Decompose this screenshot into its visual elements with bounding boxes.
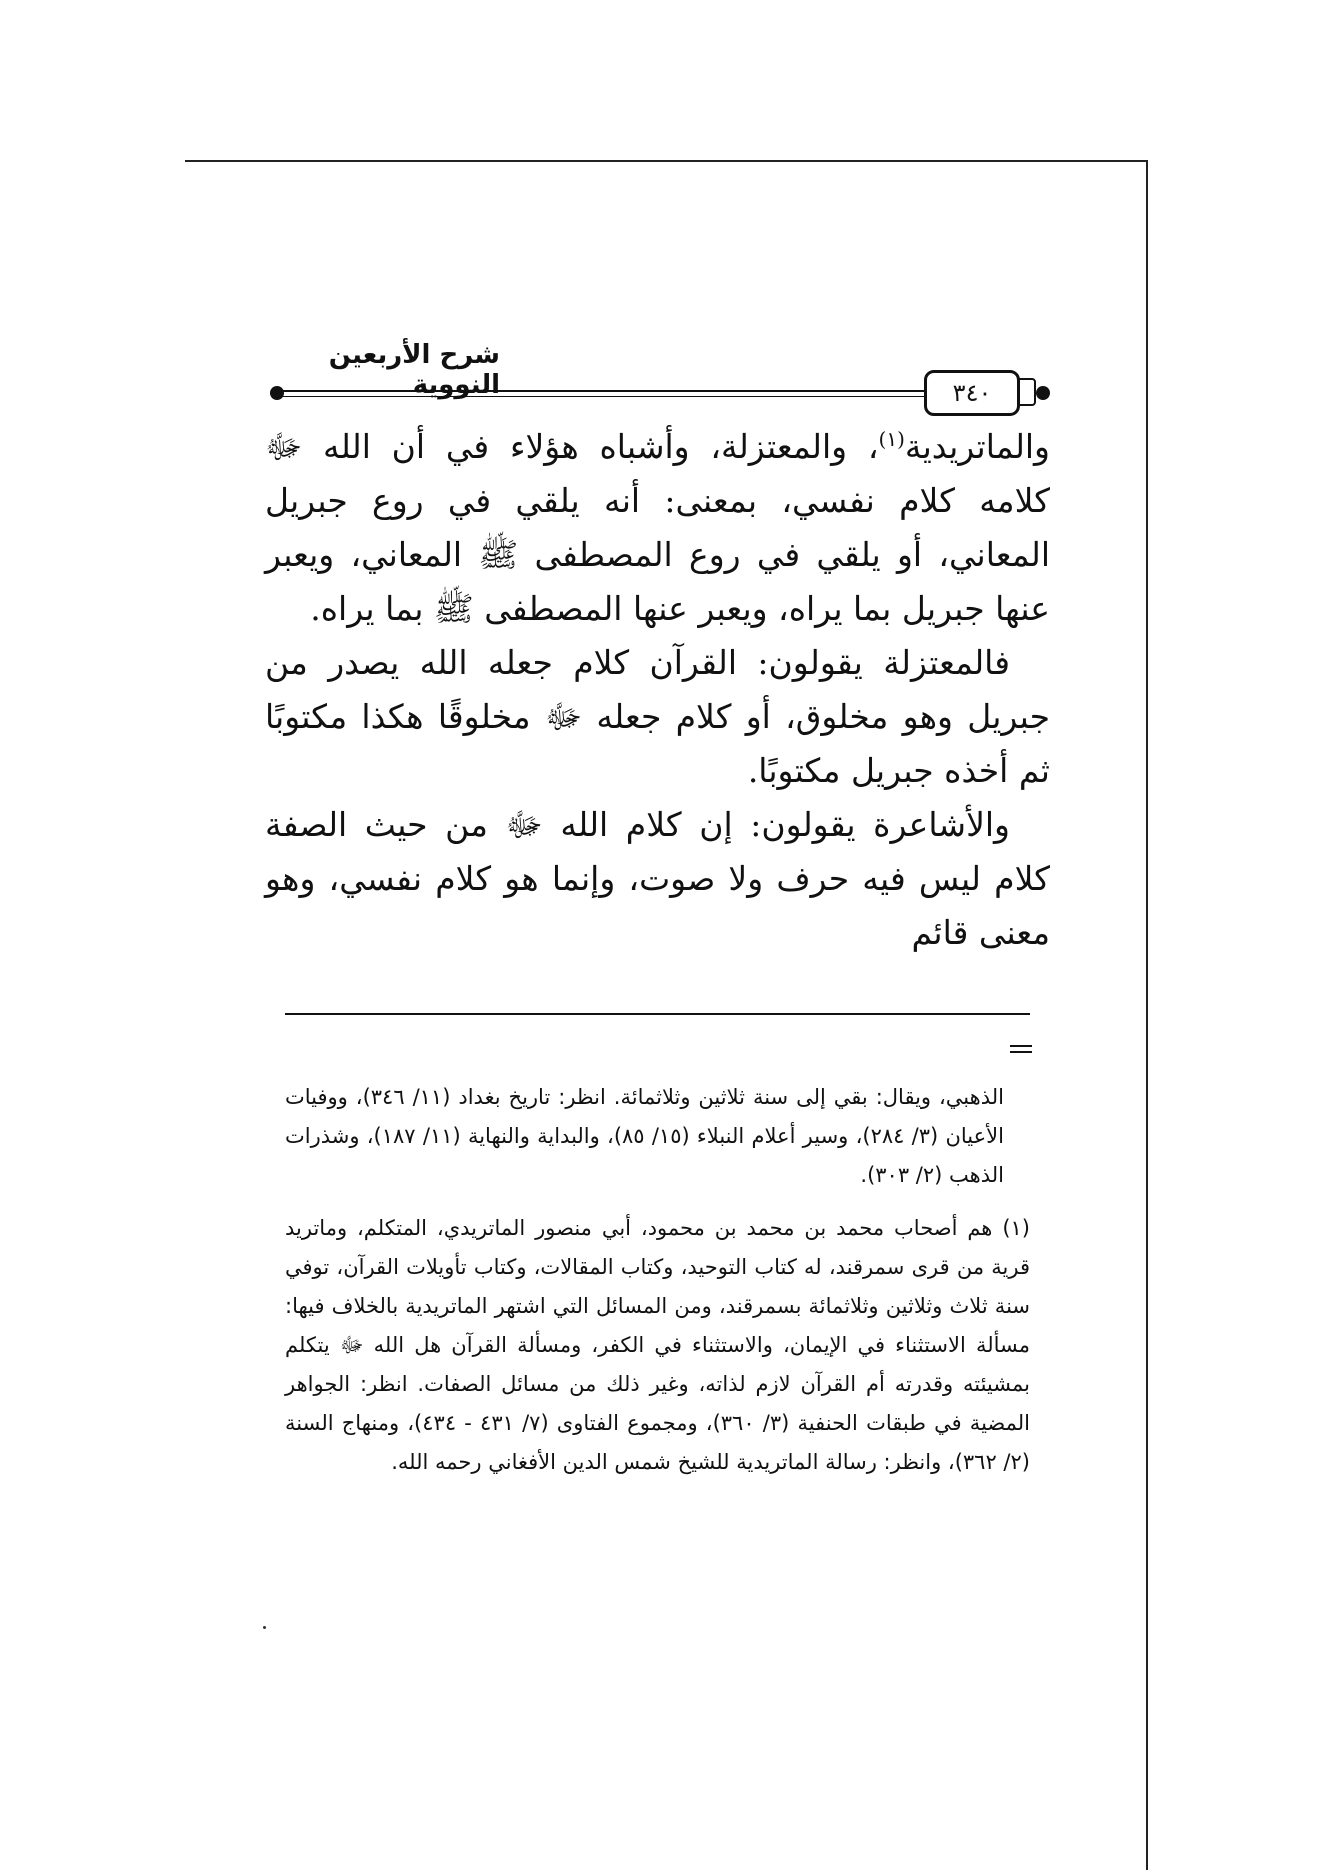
- footnote-marker: (١): [1002, 1216, 1030, 1240]
- scan-speck: [263, 1626, 266, 1629]
- footnote-continued: الذهبي، ويقال: بقي إلى سنة ثلاثين وثلاثمائة. انظر: تاريخ بغداد (١١/ ٣٤٦)، ووفيات الأعيان (٣/ ٢٨٤)، وسير أعلام النبلاء (١٥/ ٨٥)، والبداية والنهاية (١١/ ١٨٧)، وشذرات الذهب (٢/ ٣٠٣).: [285, 1085, 1004, 1187]
- header-dot-right: [1036, 386, 1050, 400]
- book-title: شرح الأربعين النووية: [328, 340, 500, 400]
- header-rule: [280, 390, 940, 392]
- main-paragraph-3: والأشاعرة يقولون: إن كلام الله ﷻ من حيث الصفة كلام ليس فيه حرف ولا صوت، وإنما هو كلام نفسي، وهو معنى قائم: [265, 805, 1050, 952]
- footnote-text: هم أصحاب محمد بن محمد بن محمود، أبي منصور الماتريدي، المتكلم، وماتريد قرية من قرى سمرقند، له كتاب التوحيد، وكتاب المقالات، وكتاب تأويلات القرآن، توفي سنة ثلاث وثلاثين وثلاثمائة بسمرقند، ومن المسائل التي اشتهر الماتريدية بالخلاف فيها: مسألة الاستثناء في الإيمان، والاستثناء في الكفر، ومسألة القرآن هل الله ﷻ يتكلم بمشيئته وقدرته أم القرآن لازم لذاته، وغير ذلك من مسائل الصفات. انظر: الجواهر المضية في طبقات الحنفية (٣/ ٣٦٠)، ومجموع الفتاوى (٧/ ٤٣١ - ٤٣٤)، ومنهاج السنة (٢/ ٣٦٢)، وانظر: رسالة الماتريدية للشيخ شمس الدين الأفغاني رحمه الله.: [285, 1216, 1030, 1474]
- header-rule-thin: [280, 396, 940, 397]
- footnote-continuation-mark: [1010, 1045, 1032, 1059]
- main-paragraph-1: [265, 420, 1050, 636]
- footnote-1: [285, 1209, 1030, 1482]
- page-number: ٣٤٠: [924, 370, 1020, 416]
- main-paragraph-2: فالمعتزلة يقولون: القرآن كلام جعله الله يصدر من جبريل وهو مخلوق، أو كلام جعله ﷻ مخلوقًا هكذا مكتوبًا ثم أخذه جبريل مكتوبًا.: [265, 643, 1050, 790]
- main-text: [265, 420, 1050, 960]
- footnote-reference: (١): [878, 427, 905, 451]
- crop-line-top: [185, 160, 1147, 162]
- paragraph-text: ، والمعتزلة، وأشباه هؤلاء في أن الله ﷻ كلامه كلام نفسي، بمعنى: أنه يلقي في روع جبريل المعاني، أو يلقي في روع المصطفى ﷺ المعاني، ويعبر عنها جبريل بما يراه، ويعبر عنها المصطفى ﷺ بما يراه.: [265, 427, 1050, 628]
- header-dot-left: [270, 386, 284, 400]
- paragraph-text: والماتريدية: [904, 427, 1050, 466]
- crop-line-right: [1146, 160, 1148, 1870]
- footnotes: [285, 1078, 1030, 1482]
- footnote-separator: [285, 1013, 1030, 1015]
- page-header: [270, 340, 1050, 420]
